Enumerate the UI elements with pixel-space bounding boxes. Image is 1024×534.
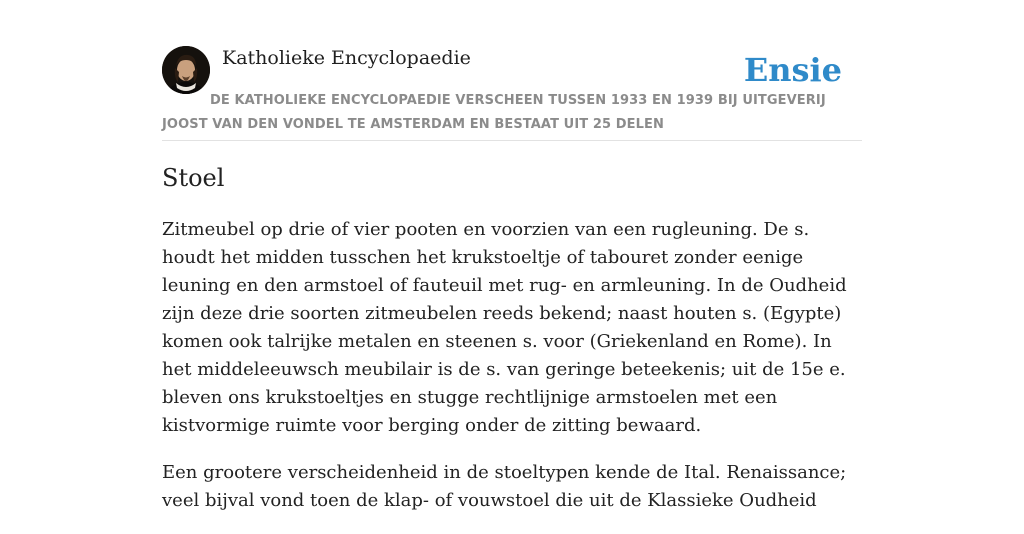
- source-header: [162, 46, 862, 141]
- source-title[interactable]: Katholieke Encyclopaedie: [222, 47, 471, 69]
- article-body: [162, 216, 862, 534]
- portrait-icon: [162, 46, 210, 94]
- ensie-logo-link[interactable]: Ensie: [743, 51, 842, 89]
- article-paragraph: Een grootere verscheidenheid in de stoeltypen kende de Ital. Renaissance; veel bijval vond toen de klap- of vouwstoel die uit de Klassieke Oudheid: [162, 462, 847, 511]
- article-paragraph: Zitmeubel op drie of vier pooten en voorzien van een rugleuning. De s. houdt het midden tusschen het krukstoeltje of tabouret zonder eenige leuning en den armstoel of fauteuil met rug- en armleuning. In de Oudheid zijn deze drie soorten zitmeubelen reeds bekend; naast houten s. (Egypte) komen ook talrijke metalen en steenen s. voor (Griekenland en Rome). In het middeleeuwsch meubilair is de s. van geringe beteekenis; uit de 15e e. bleven ons krukstoeltjes en stugge rechtlijnige armstoelen met een kistvormige ruimte voor berging onder de zitting bewaard.: [162, 219, 847, 436]
- article-title: Stoel: [162, 164, 225, 192]
- source-description: DE KATHOLIEKE ENCYCLOPAEDIE VERSCHEEN TUSSEN 1933 EN 1939 BIJ UITGEVERIJ JOOST VAN DEN VONDEL TE AMSTERDAM EN BESTAAT UIT 25 DELEN: [162, 93, 826, 132]
- source-avatar[interactable]: [162, 46, 210, 94]
